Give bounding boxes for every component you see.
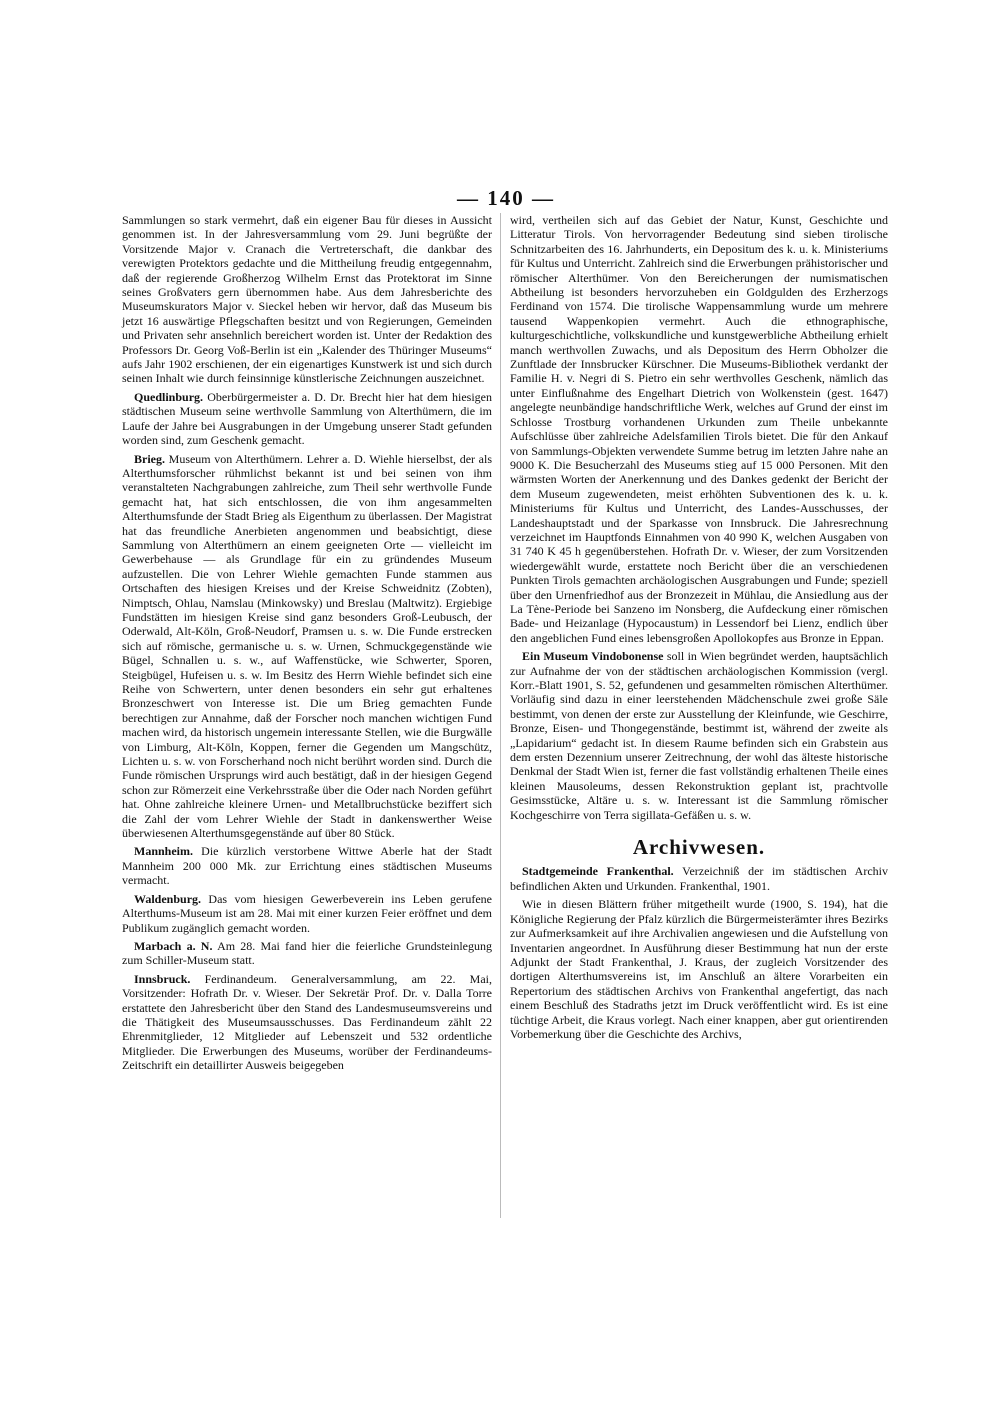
paragraph-text: Ferdinandeum. Generalversammlung, am 22. Mai, Vorsitzender: Hofrath Dr. v. Wieser. Der Sekretär Prof. Dr. v. Dalla Torre erstattete den Jahresbericht über den Stand des Landesmuseumsvereins und die Thätigkeit des Museumsausschusses. Das Ferdinandeum zählt 22 Ehrenmitglieder, 12 Mitglieder auf Lebenszeit und 532 ordentliche Mitglieder. Die Erwerbungen des Museums, worüber der Ferdinandeums-Zeitschrift ein detaillirter Ausweis beigegeben [122, 971, 492, 1073]
paragraph-text: soll in Wien begründet werden, hauptsächlich zur Aufnahme der von der städtischen archäologischen Kommission (vergl. Korr.-Blatt 1901, S. 52, gefundenen und gesammelten römischen Alterthümer. Vorläufig sind dazu in einer leerstehenden Mädchenschule zwei große Säle bestimmt, von denen der erste zur Ausstellung der Kleinfunde, wie Geschirre, Bronze, Eisen- und Thongegenstände, bestimmt ist, während der zweite als „Lapidarium“ gedacht ist. In diesem Raume befinden sich ein Grabstein aus dem ersten Dezennium unserer Zeitrechnung, der wohl das älteste historische Denkmal der Stadt Wien ist, ferner die fast vollständig erhaltenen Theile eines kleinen Mausoleums, dessen Rekonstruktion geplant ist, prachtvolle Gesimsstücke, Altäre u. s. w. Interessant ist die Sammlung römischer Kochgeschirre von Terra sigillata-Gefäßen u. s. w. [510, 649, 888, 822]
paragraph-text: Verzeichniß der im städtischen Archiv befindlichen Akten und Urkunden. Frankenthal, 1901. [510, 864, 888, 893]
paragraph [122, 892, 492, 935]
paragraph-lead: Marbach a. N. [134, 938, 213, 953]
paragraph [122, 844, 492, 887]
paragraph-lead: Quedlinburg. [134, 389, 204, 404]
paragraph-lead: Waldenburg. [134, 891, 202, 906]
paragraph-lead: Mannheim. [134, 844, 194, 859]
paragraph-text: Museum von Alterthümern. Lehrer a. D. Wiehle hierselbst, der als Alterthumsforscher rühmlichst bekannt ist und bei seinen von ihm veranstalteten Nachgrabungen zahlreiche, zum Theil sehr werthvolle Funde gemacht hat, hat sich entschlossen, die von ihm angesammelten Alterthumsfunde der Stadt Brieg als Eigenthum zu überlassen. Der Magistrat hat das freundliche Anerbieten angenommen und beabsichtigt, diese Sammlung von Alterthümern an einem geeigneten Orte — vielleicht im Gewerbehause — als Grundlage für ein zu gründendes Museum aufzustellen. Die von Lehrer Wiehle gemachten Funde stammen aus Ortschaften des hiesigen Kreises und der Kreise Schweidnitz (Zobten), Nimptsch, Ohlau, Namslau (Minkowsky) und Breslau (Maltwitz). Ergiebige Fundstätten im hiesigen Kreise sind ganz besonders Groß-Leubusch, der Oderwald, Alt-Köln, Groß-Neudorf, Pramsen u. s. w. Die Funde erstrecken sich auf römische, germanische u. s. w. Urnen, Schmuckgegenstände wie Bügel, Schnallen u. s. w., auf Waffenstücke, wie Schwerter, Sporen, Steigbügel, Hufeisen u. s. w. Im Besitz des Herrn Wiehle befindet sich eine Reihe von Schwertern, unter denen besonders ein sehr gut erhaltenes Bronzeschwert von Interesse ist. Die um Brieg gemachten Funde berechtigen zur Annahme, daß der Forscher noch manchen wichtigen Fund machen wird, da historisch ungemein interessante Stellen, wie die Burgwälle von Limburg, Alt-Köln, Koppen, ferner die Gegenden um Mangschütz, Lichten u. s. w. von Forscherhand noch nicht berührt worden sind. Durch die Funde römischen Ursprungs wird auch bestätigt, daß in der hiesigen Gegend schon zur Römerzeit eine Verkehrsstraße über die Oder nach Norden geführt hat. Ohne zahlreiche kleinere Urnen- und Metallbruchstücke beziffert sich die Zahl der vom Lehrer Wiehle der Stadt in dankenswerther Weise überwiesenen Alterthumsgegenstände auf über 80 Stück. [122, 451, 492, 841]
right-column [510, 213, 888, 1045]
paragraph [122, 390, 492, 448]
paragraph-lead: Innsbruck. [134, 971, 191, 986]
page-number: — 140 — [457, 186, 555, 210]
paragraph [122, 972, 492, 1073]
paragraph-lead: Ein Museum Vindobonense [522, 649, 664, 664]
paragraph-text: Oberbürgermeister a. D. Dr. Brecht hier hat dem hiesigen städtischen Museum seine werthvolle Sammlung von Alterthümern, die im Laufe der Jahre bei Ausgrabungen in der Umgebung unserer Stadt gefunden worden sind, zum Geschenk gemacht. [122, 389, 492, 448]
column-divider [500, 213, 501, 1218]
paragraph-text: Sammlungen so stark vermehrt, daß ein eigener Bau für dieses in Aussicht genommen ist. In der Jahresversammlung vom 29. Juni begrüßte der Vorsitzende Major v. Cranach die Vertreterschaft, die dankbar des verewigten Protektors gedachte und die Mittheilung freudig entgegennahm, daß der regierende Großherzog Wilhelm Ernst das Protektorat im Sinne seines Großvaters gern übernommen habe. Aus dem Jahresberichte des Museumskurators Major v. Sieckel heben wir hervor, daß das Museum bis jetzt 16 auswärtige Pflegschaften besitzt und von Regierungen, Gemeinden und Privaten sehr ansehnlich bereichert worden ist. Unter der Redaktion des Professors Dr. Georg Voß-Berlin ist ein „Kalender des Thüringer Museums“ aufs Jahr 1902 erschienen, der ein eigenartiges Kunstwerk ist und sich durch seinen Inhalt wie durch feinsinnige künstlerische Zeichnungen auszeichnet. [122, 213, 492, 386]
paragraph-lead: Stadtgemeinde Frankenthal. [522, 864, 674, 879]
paragraph [122, 452, 492, 841]
paragraph-lead: Brieg. [134, 451, 165, 466]
paragraph [122, 213, 492, 386]
paragraph [510, 864, 888, 893]
paragraph [510, 897, 888, 1041]
paragraph-text: Die kürzlich verstorbene Wittwe Aberle hat der Stadt Mannheim 200 000 Mk. zur Errichtung eines städtischen Museums vermacht. [122, 844, 492, 888]
left-column [122, 213, 492, 1077]
section-heading: Archivwesen. [632, 835, 766, 860]
paragraph-text: Das vom hiesigen Gewerbeverein ins Leben gerufene Alterthums-Museum ist am 28. Mai mit einer kurzen Feier eröffnet und dem Publikum zugänglich gemacht worden. [122, 891, 492, 935]
paragraph [510, 649, 888, 822]
paragraph-text: Am 28. Mai fand hier die feierliche Grundsteinlegung zum Schiller-Museum statt. [122, 938, 493, 968]
paragraph-text: wird, vertheilen sich auf das Gebiet der Natur, Kunst, Geschichte und Litteratur Tirols. Von hervorragender Bedeutung sind sieben tirolische Schnitzarbeiten des 16. Jahrhunderts, ein Depositum des k. u. k. Ministeriums für Kultus und Unterricht. Zahlreich sind die Erwerbungen prähistorischer und römischer Alterthümer. Von den Bereicherungen der numismatischen Abtheilung ist besonders hervorzuheben ein Goldgulden des Erzherzogs Ferdinand von 1574. Die tirolische Wappensammlung wurde um mehrere tausend Wappenkopien vermehrt. Auch die ethnographische, kulturgeschichtliche, volkskundliche und kunstgewerbliche Abtheilung erhielt manch werthvollen Zuwachs, und als Depositum des Herrn Obholzer die Zunftlade der Innsbrucker Kürschner. Die Museums-Bibliothek verdankt der Familie H. v. Negri di S. Pietro ein sehr werthvolles Geschenk, nämlich das unter Einflußnahme des Engelhart Dietrich von Wolkenstein (gest. 1647) angelegte neunbändige handschriftliche Werk, welches auf Grund der einst im Schlosse Trostburg vorhandenen Urkunden zum Theile unbekannte Aufschlüsse über zahlreiche Adelsfamilien Tirols bietet. Die für den Ankauf von Sammlungs-Objekten verwendete Summe betrug im letzten Jahre nahe an 9000 K. Die Besucherzahl des Museums stieg auf 15 000 Personen. Mit den wärmsten Worten der Anerkennung und des Dankes gedenkt der Bericht der dem Museum zugewendeten, meist erhöhten Subventionen des k. u. k. Ministeriums für Kultus und Unterricht, des Landes-Ausschusses, der Landeshauptstadt und der Sparkasse von Innsbruck. Die Jahresrechnung verzeichnet im Hauptfonds Einnahmen von 40 990 K, welchen Ausgaben von 31 740 K 45 h gegenüberstehen. Hofrath Dr. v. Wieser, der zum Vorsitzenden wiedergewählt wurde, erstattete noch Bericht über die an verschiedenen Punkten Tirols gemachten archäologischen Ausgrabungen und Funde; speziell über den Urnenfriedhof aus der Bronzezeit in Mühlau, die Ansiedlung aus der La Tène-Periode bei Sanzeno im Nonsberg, die Aufdeckung einer römischen Bade- und Heizanlage (Hypocaustum) in Lessendorf bei Lienz, endlich über den angeblichen Fund eines lebensgroßen Apollokopfes aus Bronze in Eppan. [510, 213, 888, 645]
paragraph [510, 213, 888, 645]
paragraph [122, 939, 492, 968]
paragraph-text: Wie in diesen Blättern früher mitgetheilt wurde (1900, S. 194), hat die Königliche Regierung der Pfalz kürzlich die Bürgermeisterämter ihres Bezirks zur Aufmerksamkeit auf ihre Archivalien angewiesen und die Aufstellung von Inventarien angeordnet. In Ausführung dieser Bestimmung hat nun der erste Adjunkt der Stadt Frankenthal, J. Kraus, der zugleich Vorsitzender des dortigen Alterthumsvereins ist, im Anschluß an ältere Vorarbeiten ein Repertorium des städtischen Archivs von Frankenthal angefertigt, das nach einem Beschluß des Stadraths jetzt im Druck veröffentlicht wird. Es ist eine tüchtige Arbeit, die Kraus vorlegt. Nach einer knappen, aber gut orientirenden Vorbemerkung über die Geschichte des Archivs, [510, 897, 888, 1041]
